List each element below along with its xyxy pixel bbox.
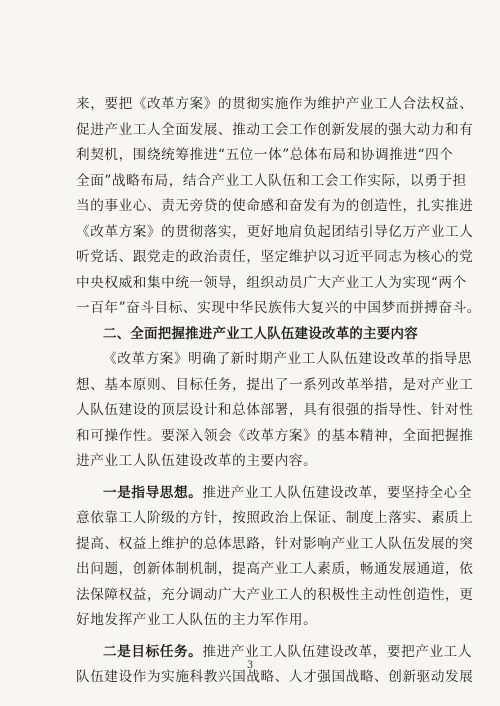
text-line: 来，要把《改革方案》的贯彻实施作为维护产业工人合法权益、 [76,96,474,112]
page-number: 3 [246,660,254,671]
text-line: 当的事业心、责无旁贷的使命感和奋发有为的创造性，扎实推进 [76,198,474,214]
text-line: 全面”战略布局，结合产业工人队伍和工会工作实际，以勇于担 [76,172,467,189]
text-line: 人队伍建设的顶层设计和总体部署，具有很强的指导性、针对性 [76,402,474,418]
paragraph-3 [76,481,474,634]
text-line: 进产业工人队伍建设改革的主要内容。 [76,453,318,469]
lead-rest: 推进产业工人队伍建设改革，要把产业工人 [202,643,473,660]
text-line: 提高、权益上维护的总体思路，针对影响产业工人队伍发展的突 [76,535,474,552]
text-line [76,481,473,507]
section-heading: 二、全面把握推进产业工人队伍建设改革的主要内容 [103,326,418,342]
text-line: 和可操作性。要深入领会《改革方案》的基本精神，全面把握推 [76,427,474,444]
text-line: 促进产业工人全面发展、推动工会工作创新发展的强大动力和有 [76,121,474,138]
lead-phrase: 一是指导思想。 [103,484,203,501]
text-line: 中央权威和集中统一领导，组织动员广大产业工人为实现“两个 [76,274,467,291]
text-line: 《改革方案》的贯彻落实，更好地肩负起团结引导亿万产业工人 [76,223,474,240]
text-line: 法保障权益，充分调动广大产业工人的积极性主动性创造性，更 [76,586,474,603]
text-line: 利契机，围绕统筹推进“五位一体”总体布局和协调推进“四个 [76,147,454,163]
lead-rest: 推进产业工人队伍建设改革，要坚持全心全 [202,484,473,501]
text-line: 《改革方案》明确了新时期产业工人队伍建设改革的指导思 [103,351,473,367]
text-line: 队伍建设作为实施科教兴国战略、人才强国战略、创新驱动发展 [76,669,474,685]
text-line: 好地发挥产业工人队伍的主力军作用。 [76,612,318,628]
text-line: 想、基本原则、目标任务，提出了一系列改革举措，是对产业工 [76,376,474,393]
paragraph-1 [76,92,481,322]
text-line: 听党话、跟党走的政治责任，坚定维护以习近平同志为核心的党 [76,249,474,265]
text-line: 出问题，创新体制机制，提高产业工人素质，畅通发展通道，依 [76,561,474,577]
body-text [76,92,481,691]
text-line: 意依靠工人阶级的方针，按照政治上保证、制度上落实、素质上 [76,510,474,526]
text-line: 一百年”奋斗目标、实现中华民族伟大复兴的中国梦而拼搏奋斗。 [76,300,481,316]
paragraph-2 [76,347,474,475]
lead-phrase: 二是目标任务。 [103,643,203,660]
